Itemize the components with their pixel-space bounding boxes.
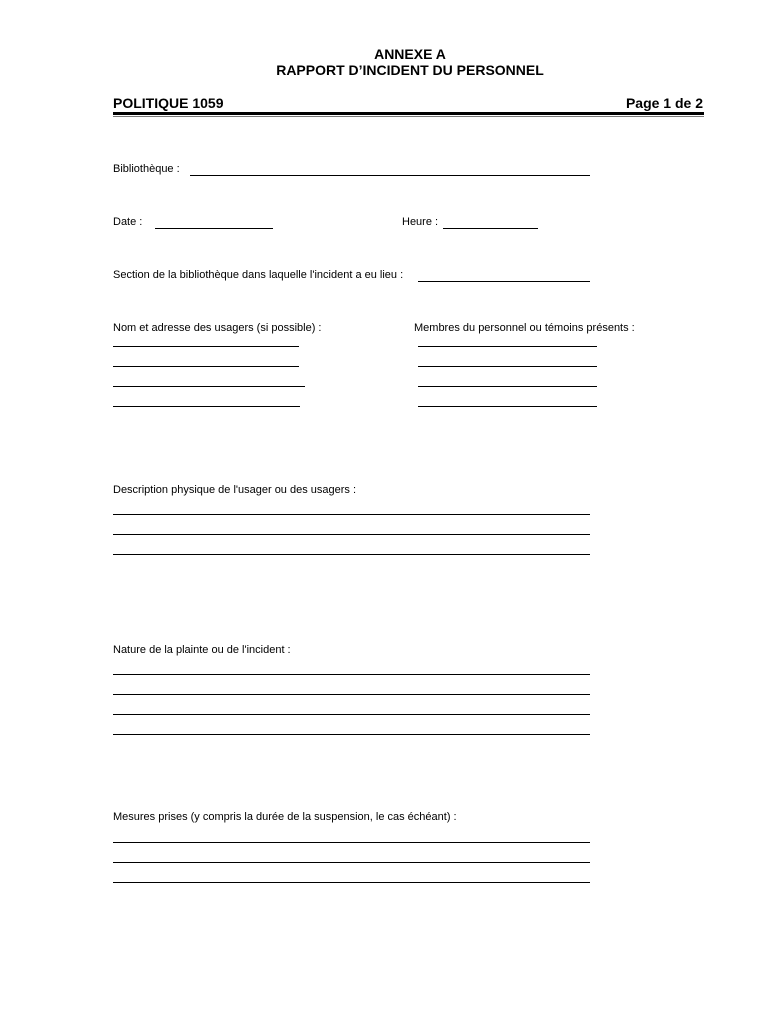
nature-line-2[interactable] (113, 694, 590, 695)
nature-line-4[interactable] (113, 734, 590, 735)
policy-number: POLITIQUE 1059 (113, 95, 224, 111)
report-title: RAPPORT D’INCIDENT DU PERSONNEL (276, 62, 544, 78)
measures-line-2[interactable] (113, 862, 590, 863)
patron-line-4[interactable] (113, 406, 300, 407)
staff-line-4[interactable] (418, 406, 597, 407)
patrons-label: Nom et adresse des usagers (si possible) : (113, 322, 322, 334)
header-rule (113, 112, 704, 115)
annex-title: ANNEXE A (374, 46, 446, 62)
library-field[interactable] (190, 175, 590, 176)
description-label: Description physique de l'usager ou des usagers : (113, 484, 357, 496)
measures-line-3[interactable] (113, 882, 590, 883)
time-field[interactable] (443, 228, 538, 229)
patron-line-3[interactable] (113, 386, 305, 387)
time-label: Heure : (402, 216, 439, 228)
library-label: Bibliothèque : (113, 163, 180, 175)
nature-label: Nature de la plainte ou de l'incident : (113, 644, 291, 656)
measures-label: Mesures prises (y compris la durée de la suspension, le cas échéant) : (113, 811, 457, 823)
measures-line-1[interactable] (113, 842, 590, 843)
section-label: Section de la bibliothèque dans laquelle l'incident a eu lieu : (113, 269, 404, 281)
date-field[interactable] (155, 228, 273, 229)
staff-label: Membres du personnel ou témoins présents : (414, 322, 635, 334)
description-line-1[interactable] (113, 514, 590, 515)
nature-line-1[interactable] (113, 674, 590, 675)
nature-line-3[interactable] (113, 714, 590, 715)
description-line-2[interactable] (113, 534, 590, 535)
header-rule-thin (113, 116, 704, 117)
date-label: Date : (113, 216, 143, 228)
patron-line-1[interactable] (113, 346, 299, 347)
page-number: Page 1 de 2 (625, 95, 703, 111)
staff-line-2[interactable] (418, 366, 597, 367)
staff-line-3[interactable] (418, 386, 597, 387)
patron-line-2[interactable] (113, 366, 299, 367)
section-field[interactable] (418, 281, 590, 282)
staff-line-1[interactable] (418, 346, 597, 347)
description-line-3[interactable] (113, 554, 590, 555)
